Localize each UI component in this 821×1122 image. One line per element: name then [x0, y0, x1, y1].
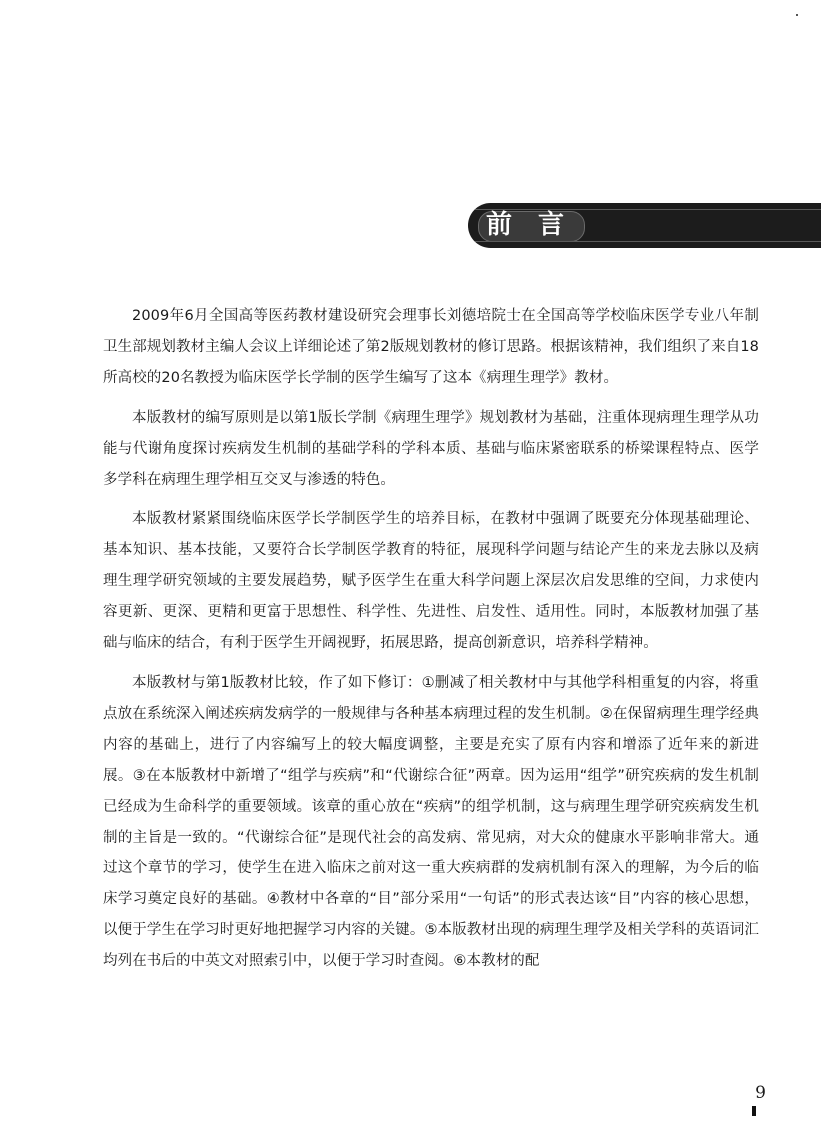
preface-body — [103, 301, 759, 986]
scan-speck — [796, 14, 798, 16]
chapter-title: 前言 — [486, 210, 591, 240]
page-number: 9 — [755, 1083, 766, 1103]
paragraph-3: 本版教材紧紧围绕临床医学长学制医学生的培养目标，在教材中强调了既要充分体现基础理论、基本知识、基本技能，又要符合长学制医学教育的特征，展现科学问题与结论产生的来龙去脉以及病理生理学研究领域的主要发展趋势，赋予医学生在重大科学问题上深层次启发思维的空间，力求使内容更新、更深、更精和更富于思想性、科学性、先进性、启发性、适用性。同时，本版教材加强了基础与临床的结合，有利于医学生开阔视野，拓展思路，提高创新意识，培养科学精神。 — [103, 511, 759, 652]
paragraph-2: 本版教材的编写原则是以第1版长学制《病理生理学》规划教材为基础，注重体现病理生理学从功能与代谢角度探讨疾病发生机制的基础学科的学科本质、基础与临床紧密联系的桥梁课程特点、医学多学科在病理生理学相互交叉与渗透的特色。 — [103, 409, 759, 488]
chapter-title-banner — [468, 203, 821, 248]
paragraph-4: 本版教材与第1版教材比较，作了如下修订：①删减了相关教材中与其他学科相重复的内容，将重点放在系统深入阐述疾病发病学的一般规律与各种基本病理过程的发生机制。②在保留病理生理学经典内容的基础上，进行了内容编写上的较大幅度调整，主要是充实了原有内容和增添了近年来的新进展。③在本版教材中新增了“组学与疾病”和“代谢综合征”两章。因为运用“组学”研究疾病的发生机制已经成为生命科学的重要领域。该章的重心放在“疾病”的组学机制，这与病理生理学研究疾病发生机制的主旨是一致的。“代谢综合征”是现代社会的高发病、常见病，对大众的健康水平影响非常大。通过这个章节的学习，使学生在进入临床之前对这一重大疾病群的发病机制有深入的理解，为今后的临床学习奠定良好的基础。④教材中各章的“目”部分采用“一句话”的形式表达该“目”内容的核心思想，以便于学生在学习时更好地把握学习内容的关键。⑤本版教材出现的病理生理学及相关学科的英语词汇均列在书后的中英文对照索引中，以便于学习时查阅。⑥本教材的配 — [103, 674, 759, 970]
page-marker — [752, 1106, 756, 1116]
paragraph-1: 2009年6月全国高等医药教材建设研究会理事长刘德培院士在全国高等学校临床医学专业八年制卫生部规划教材主编人会议上详细论述了第2版规划教材的修订思路。根据该精神，我们组织了来自18所高校的20名教授为临床医学长学制的医学生编写了这本《病理生理学》教材。 — [103, 308, 759, 386]
